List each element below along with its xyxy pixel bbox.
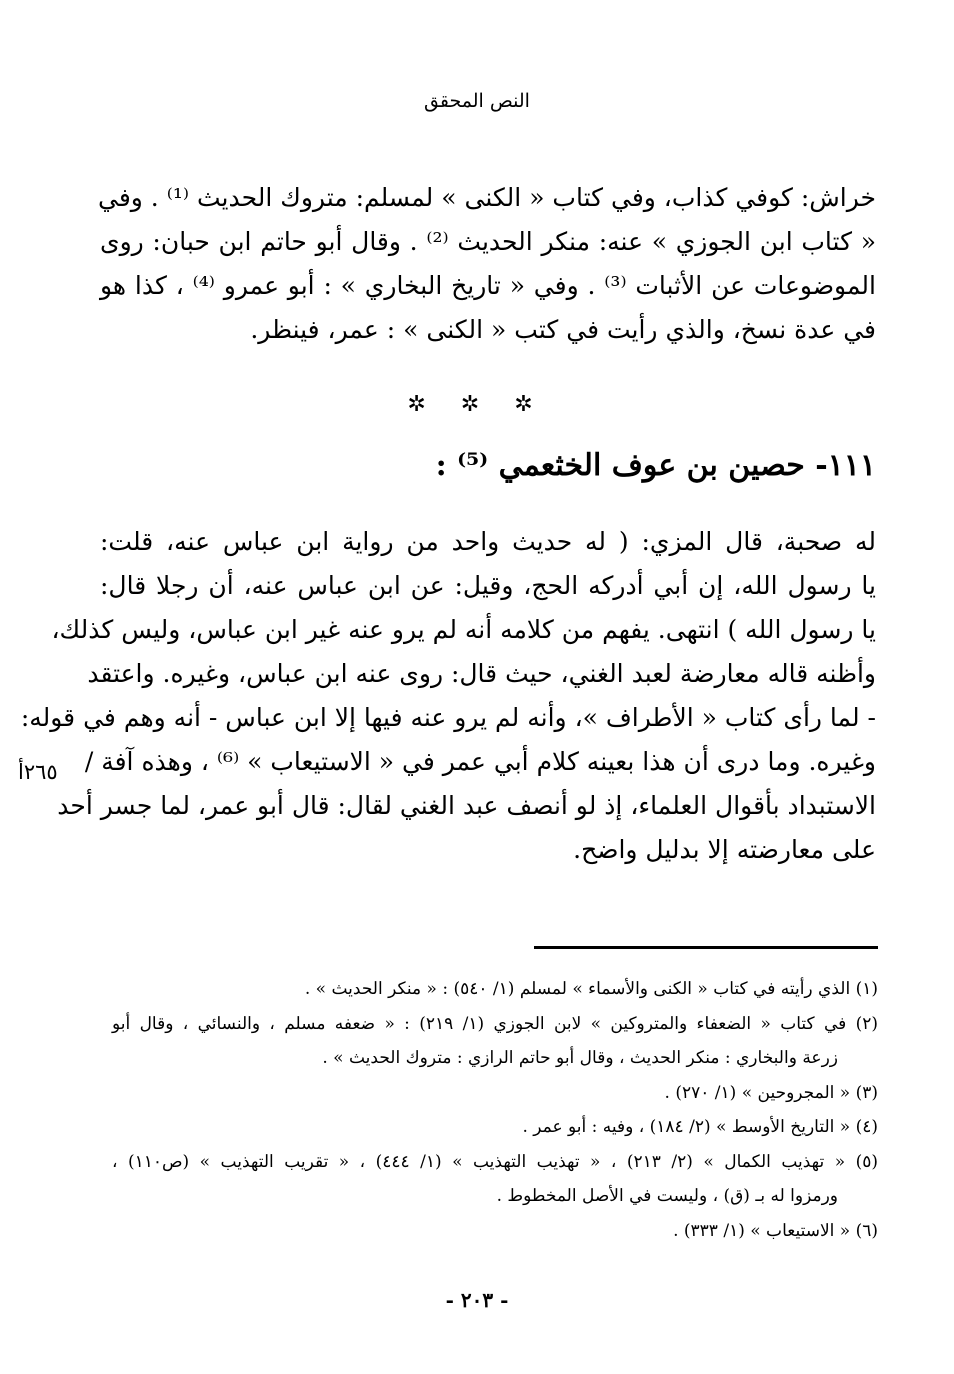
footnote-1: (١) الذي رأيته في كتاب « الكنى والأسماء » لمسلم (١/ ٥٤٠) : « منكر الحديث » . <box>304 979 878 999</box>
footnote-5: (٥) « تهذيب الكمال » (٢/ ٢١٣) ، « تهذيب التهذيب » (١/ ٤٤٤) ، « تقريب التهذيب » (ص١١٠) ، <box>112 1151 878 1172</box>
footnote-6: (٦) « الاستيعاب » (١/ ٣٣٣) . <box>673 1220 878 1241</box>
footnote-5-continued: ورمزوا له بـ (ق) ، وليست في الأصل المخطوط . <box>496 1186 838 1206</box>
text-line: يا رسول الله ) انتهى. يفهم من كلامه أنه لم يرو عنه غير ابن عباس، وليس كذلك، <box>51 615 876 644</box>
text-line: وغيره. وما درى أن هذا بعينه كلام أبي عمر في « الاستيعاب » ⁽⁶⁾ ، وهذه آفة / <box>84 747 876 776</box>
paragraph-1 <box>100 176 876 352</box>
text-line: « كتاب ابن الجوزي » عنه: منكر الحديث ⁽²⁾ . وقال أبو حاتم ابن حبان: روى <box>100 227 876 256</box>
text-line: في عدة نسخ، والذي رأيت في كتب « الكنى » : عمر، فينظر. <box>250 315 876 344</box>
text-line: الموضوعات عن الأثبات ⁽³⁾ . وفي « تاريخ البخاري » : أبو عمرو ⁽⁴⁾ ، كذا هو <box>100 271 876 300</box>
entry-heading: ١١١- حصين بن عوف الخثعمي ⁽⁵⁾ : <box>435 448 876 483</box>
text-line: على معارضته إلا بدليل واضح. <box>573 835 876 864</box>
page-number: - ٢٠٣ - <box>445 1288 509 1312</box>
text-line: وأظنه قاله معارضة لعبد الغني، حيث قال: روى عنه ابن عباس، وغيره. واعتقد <box>87 659 876 688</box>
text-line: الاستبداد بأقوال العلماء، إذ لو أنصف عبد الغني لقال: قال أبو عمر، لما جسر أحد <box>57 791 876 820</box>
footnote-2-continued: زرعة والبخاري : منكر الحديث ، وقال أبو حاتم الرازي : متروك الحديث » . <box>322 1048 838 1068</box>
text-line: خراش: كوفي كذاب، وفي كتاب « الكنى » لمسلم: متروك الحديث ⁽¹⁾ . وفي <box>98 183 876 212</box>
footnotes <box>112 972 878 1248</box>
section-separator: ✲ ✲ ✲ <box>407 392 547 417</box>
text-line: يا رسول الله، إن أبي أدركه الحج، وقيل: عن ابن عباس عنه، أن رجلا قال: <box>100 571 876 600</box>
footnote-2: (٢) في كتاب « الضعفاء والمتروكين » لابن الجوزي (١/ ٢١٩) : « ضعفه مسلم ، والنسائي ، وقال أبو <box>112 1013 878 1034</box>
manuscript-folio-marker: ٢٦٥أ <box>18 760 58 784</box>
footnote-3: (٣) « المجروحين » (١/ ٢٧٠) . <box>664 1082 878 1103</box>
footnote-divider <box>534 946 878 949</box>
footnote-4: (٤) « التاريخ الأوسط » (٢/ ١٨٤) ، وفيه : أبو عمر . <box>522 1117 878 1137</box>
text-line: له صحبة، قال المزي: ( له حديث واحد من رواية ابن عباس عنه، قلت: <box>100 527 876 556</box>
text-line: - لما رأى كتاب « الأطراف »، وأنه لم يرو عنه فيها إلا ابن عباس - أنه وهم في قوله: <box>20 703 876 732</box>
running-header: النص المحقق <box>424 90 530 112</box>
